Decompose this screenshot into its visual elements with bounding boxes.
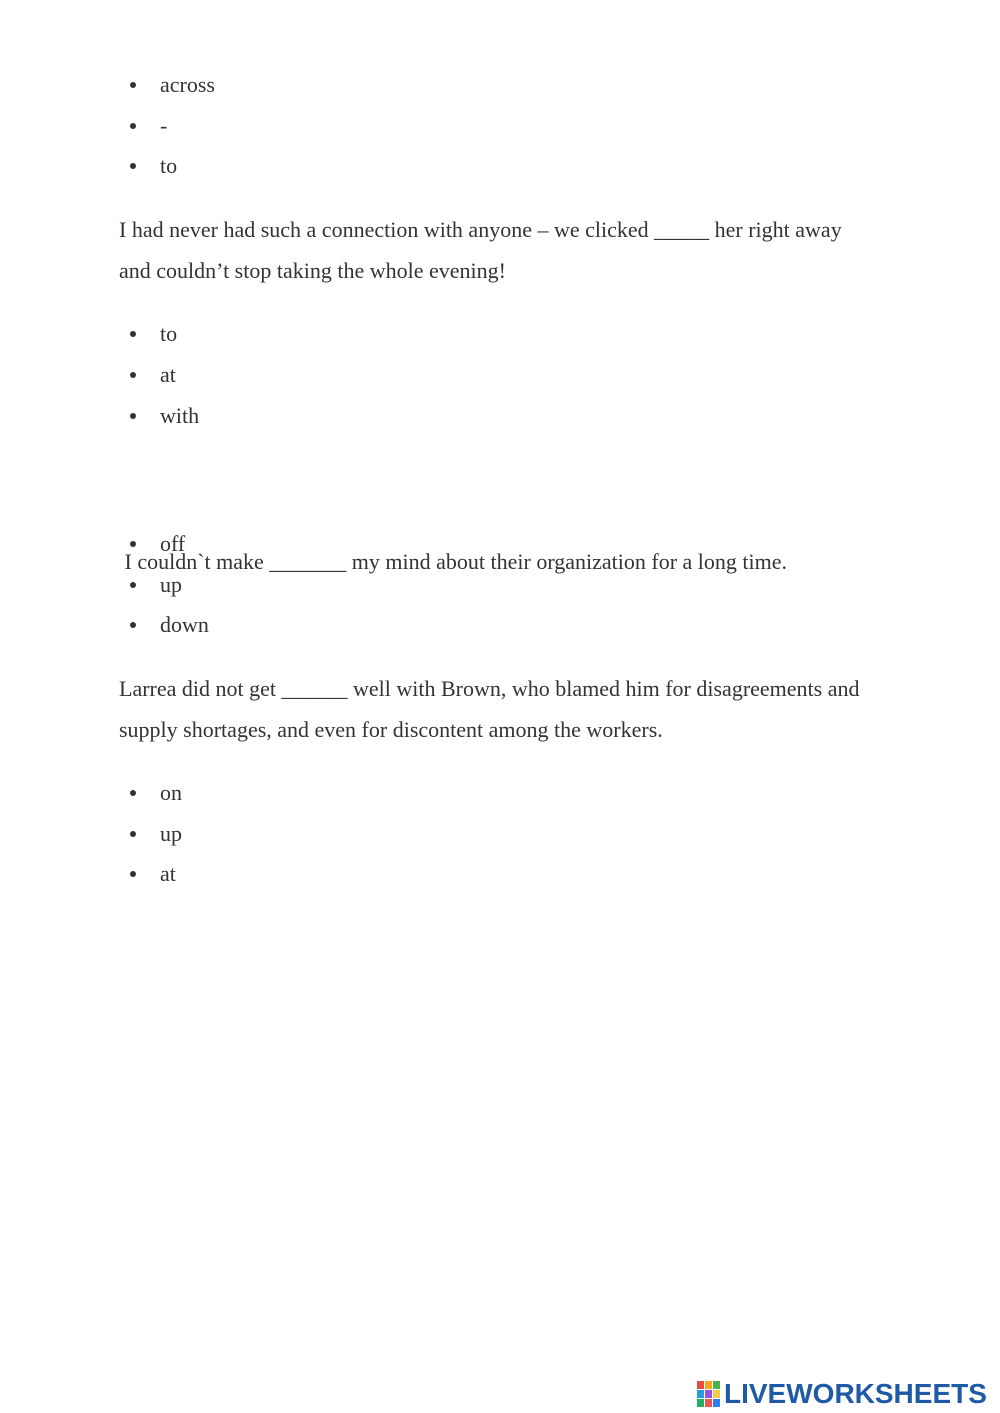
list-item[interactable] — [0, 859, 400, 889]
bullet-icon — [130, 622, 136, 628]
list-item[interactable] — [0, 319, 400, 349]
option-label: at — [160, 861, 176, 886]
bullet-icon — [130, 790, 136, 796]
list-item[interactable] — [0, 360, 400, 390]
option-label: to — [160, 321, 178, 346]
bullet-icon — [130, 123, 136, 129]
bullet-icon — [130, 82, 136, 88]
question-1-text — [119, 209, 919, 291]
logo-text: LIVEWORKSHEETS — [724, 1378, 987, 1409]
option-label: to — [160, 153, 178, 178]
option-label: - — [160, 113, 168, 138]
question-3-line-2: supply shortages, and even for discontent among the workers. — [119, 717, 663, 742]
question-1-line-1: I had never had such a connection with anyone – we clicked _____ her right away — [119, 217, 842, 242]
list-item[interactable] — [0, 111, 400, 141]
liveworksheets-logo[interactable] — [697, 1377, 997, 1411]
question-1-line-2: and couldn’t stop taking the whole evening! — [119, 258, 506, 283]
option-label: up — [160, 821, 182, 846]
list-item[interactable] — [0, 778, 400, 808]
option-label: on — [160, 780, 182, 805]
list-item[interactable] — [0, 70, 400, 100]
list-item[interactable] — [0, 401, 400, 431]
option-label: across — [160, 72, 215, 97]
question-2-line-1: I couldn`t make _______ my mind about their organization for a long time. — [119, 549, 788, 574]
question-3-text — [119, 668, 919, 750]
list-item[interactable] — [0, 610, 400, 640]
bullet-icon — [130, 831, 136, 837]
bullet-icon — [130, 163, 136, 169]
liveworksheets-logo-icon — [697, 1381, 721, 1407]
question-3-line-1: Larrea did not get ______ well with Brown, who blamed him for disagreements and — [119, 676, 860, 701]
option-label: with — [160, 403, 200, 428]
bullet-icon — [130, 331, 136, 337]
bullet-icon — [130, 541, 136, 547]
list-item[interactable] — [0, 819, 400, 849]
bullet-icon — [130, 871, 136, 877]
list-item[interactable] — [0, 570, 400, 600]
bullet-icon — [130, 372, 136, 378]
bullet-icon — [130, 413, 136, 419]
option-label: at — [160, 362, 176, 387]
option-label: off — [160, 531, 186, 556]
option-label: up — [160, 572, 182, 597]
option-label: down — [160, 612, 209, 637]
list-item[interactable] — [0, 529, 400, 559]
bullet-icon — [130, 582, 136, 588]
list-item[interactable] — [0, 151, 400, 181]
